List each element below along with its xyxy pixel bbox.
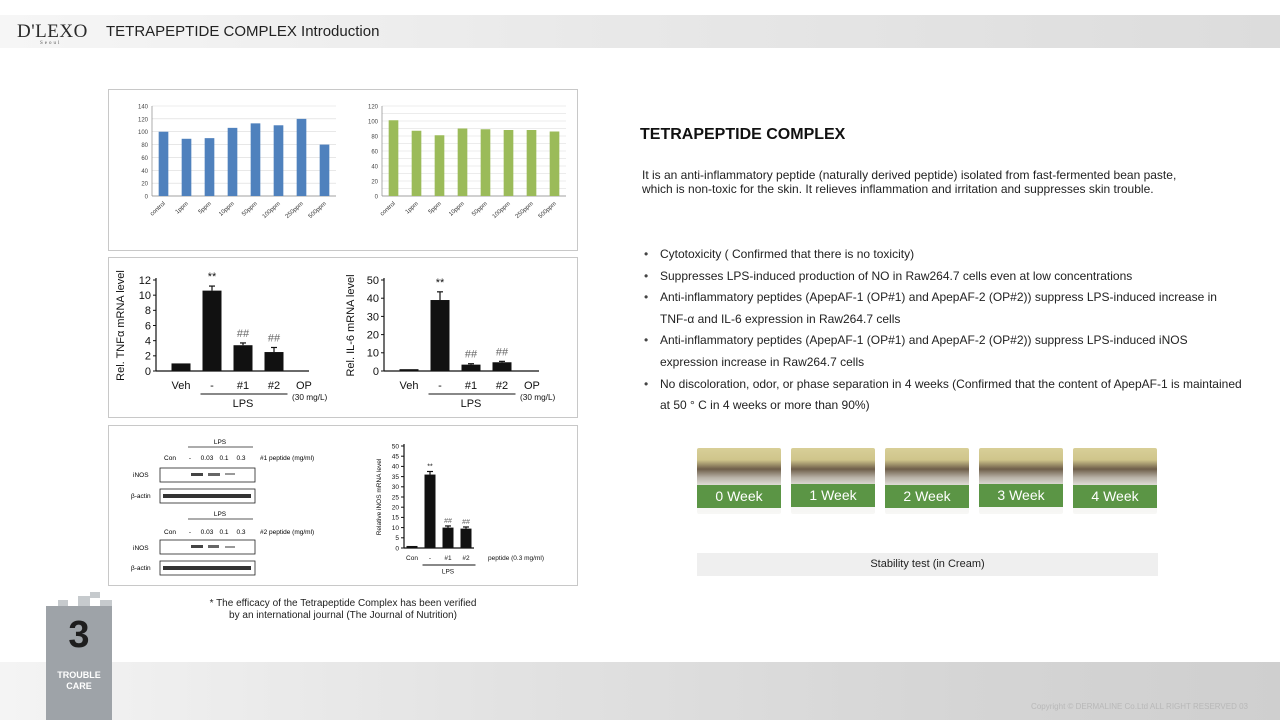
stability-label: 1 Week [791,484,875,507]
y-tick-label: 45 [391,453,399,461]
x-tick-label: Veh [399,380,419,392]
x-tick-label: 5ppm [197,201,213,216]
x-tick-label: 1ppm [174,201,190,216]
x-tick-label: #1 [464,380,478,392]
blot1-row-0: iNOS [133,472,149,479]
significance-mark: ## [267,332,281,345]
list-item: • Cytotoxicity ( Confirmed that there is no toxicity) [644,244,1244,266]
x-tick-label: #1 [236,380,250,392]
blot1-col-3: 0.1 [219,455,229,462]
group-label: LPS [460,398,482,410]
stability-jar-week2 [885,448,969,514]
y-tick-label: 140 [137,104,148,111]
feature-list [644,244,1244,417]
y-tick-label: 120 [367,104,378,111]
y-tick-label: 10 [391,524,399,532]
x-tick-label: 50ppm [241,201,259,218]
y-tick-label: 8 [144,305,151,318]
bar [461,529,472,548]
y-tick-label: 0 [372,365,379,378]
y-tick-label: 60 [371,149,378,156]
blot2-group-label: LPS [213,511,227,518]
x-tick-label: Veh [171,380,191,392]
bar [550,132,560,197]
cytokine-panel [108,257,578,418]
content-description: It is an anti-inflammatory peptide (naturally derived peptide) isolated from fast-fermented bean paste, which is non-toxic for the skin. It relieves inflammation and irritation and suppresses skin trouble. [642,168,1177,196]
blot1-row-1: β-actin [131,493,151,500]
significance-mark: ** [427,463,433,471]
stability-jar-week0 [697,448,781,514]
bar [431,300,450,371]
extra-label: peptide (0.3 mg/ml) [488,555,544,562]
inos-chart [354,428,579,586]
section-badge [46,592,112,720]
x-tick-label: #2 [462,555,470,562]
list-item: • Anti-inflammatory peptides (ApepAF-1 (OP#1) and ApepAF-2 (OP#2)) suppress LPS-induced increase in TNF-α and IL-6 expression in Raw264.7 cells [644,287,1244,330]
bar [182,139,192,196]
blot1-col-4: 0.3 [236,455,246,462]
x-tick-label: - [428,555,432,562]
il6-chart [334,258,574,418]
copyright-text: Copyright © DERMALINE Co.Ltd ALL RIGHT RESERVED 03 [1031,702,1248,711]
blot1-group-label: LPS [213,439,227,446]
bar [203,291,222,371]
group-label: LPS [232,398,254,410]
footer-band [0,662,1280,720]
brand-logo: D'LEXO [17,21,88,42]
x-tick-label: #1 [444,555,452,562]
content-heading: TETRAPEPTIDE COMPLEX [640,126,846,143]
x-tick-label: - [438,380,442,392]
y-tick-label: 80 [141,143,148,150]
y-tick-label: 100 [367,119,378,126]
y-tick-label: 30 [391,484,399,492]
x-tick-label: 1ppm [404,201,420,216]
stability-label: 4 Week [1073,485,1157,508]
blot2-col-3: 0.1 [219,529,229,536]
y-axis-label: Rel. IL-6 mRNA level [345,274,357,377]
inos-panel [108,425,578,586]
y-axis-label: Relative iNOS mRNA level [376,458,383,536]
y-tick-label: 4 [144,335,151,348]
y-tick-label: 40 [366,293,379,306]
y-tick-label: 2 [144,350,151,363]
tnf-chart [111,258,336,418]
list-item: • Suppresses LPS-induced production of NO in Raw264.7 cells even at low concentrations [644,266,1244,288]
blot2 [131,511,314,575]
significance-mark: ## [464,348,478,361]
y-tick-label: 5 [395,535,399,543]
x-tick-label: 100ppm [491,201,512,220]
bar [265,352,284,371]
significance-mark: ** [207,271,217,284]
bar [493,362,512,371]
bar [407,546,418,548]
y-tick-label: 25 [391,494,399,502]
bar [274,125,284,196]
bar [400,369,419,371]
blot2-band-inos [160,540,255,554]
y-tick-label: 0 [144,194,148,201]
list-item: • Anti-inflammatory peptides (ApepAF-1 (OP#1) and ApepAF-2 (OP#2)) suppress LPS-induced iNOS expression increase in Raw264.7 cells [644,330,1244,373]
bar [425,475,436,548]
stability-label: 3 Week [979,484,1063,507]
list-item: • No discoloration, odor, or phase separation in 4 weeks (Confirmed that the content of ApepAF-1 is maintained at 50 ° C in 4 weeks or more than 90%) [644,374,1244,417]
x-tick-label: 250ppm [284,201,305,220]
bar [320,145,330,196]
y-tick-label: 0 [395,545,399,553]
significance-mark: ## [444,517,452,525]
bar [443,528,454,548]
stability-jar-week3 [979,448,1063,514]
blot1-treatment: #1 peptide (mg/ml) [260,455,315,462]
x-tick-label: 100ppm [261,201,282,220]
significance-mark: ** [435,276,445,289]
y-tick-label: 20 [366,329,379,342]
blot2-col-0: Con [164,529,176,536]
x-tick-label: 10ppm [218,201,236,218]
y-tick-label: 35 [391,473,399,481]
blot1 [131,439,314,503]
bar [527,130,537,196]
stability-jar-week1 [791,448,875,514]
group-label: LPS [441,568,455,576]
section-label: TROUBLE CARE [57,670,101,691]
bar [389,120,399,196]
bar [412,131,422,196]
y-tick-label: 50 [366,274,379,287]
page-title: TETRAPEPTIDE COMPLEX Introduction [106,23,380,40]
x-tick-label: 500ppm [537,201,558,220]
y-tick-label: 20 [141,181,148,188]
bar [481,129,491,196]
significance-mark: ## [462,518,470,526]
y-tick-label: 10 [366,347,379,360]
significance-mark: ## [236,327,250,340]
blot2-row-1: β-actin [131,565,151,572]
y-axis-label: Rel. TNFα mRNA level [115,270,127,381]
bar [458,129,468,197]
stability-label: 0 Week [697,485,781,508]
extra-label: OP [524,380,540,392]
y-tick-label: 80 [371,134,378,141]
significance-mark: ## [495,346,509,359]
bar [435,135,445,196]
x-tick-label: 5ppm [427,201,443,216]
bar [172,363,191,371]
x-tick-label: control [379,201,397,218]
x-tick-label: Con [406,555,418,562]
bar [462,365,481,371]
y-tick-label: 0 [374,194,378,201]
y-tick-label: 40 [391,463,399,471]
y-tick-label: 10 [138,290,151,303]
x-tick-label: 10ppm [448,201,466,218]
y-tick-label: 50 [391,443,399,451]
extra-label: OP [296,380,312,392]
x-tick-label: - [210,380,214,392]
x-tick-label: #2 [495,380,509,392]
journal-caption-line1: * The efficacy of the Tetrapeptide Complex has been verified [209,598,477,609]
y-tick-label: 20 [371,179,378,186]
extra-sublabel: (30 mg/L) [292,393,328,402]
blot2-treatment: #2 peptide (mg/ml) [260,529,315,536]
blot1-col-2: 0.03 [200,455,214,462]
bar [504,130,514,196]
x-tick-label: 500ppm [307,201,328,220]
journal-caption-line2: by an international journal (The Journal of Nutrition) [229,610,457,621]
stability-jar-week4 [1073,448,1157,514]
x-tick-label: control [149,201,167,218]
y-tick-label: 0 [144,365,151,378]
y-tick-label: 40 [371,164,378,171]
section-number: 3 [68,614,90,656]
y-tick-label: 60 [141,155,148,162]
y-tick-label: 100 [137,130,148,137]
y-tick-label: 120 [137,117,148,124]
y-tick-label: 15 [391,514,399,522]
bar [234,345,253,371]
y-tick-label: 12 [138,274,151,287]
blot1-col-1: - [188,455,192,462]
x-tick-label: 50ppm [471,201,489,218]
bar [228,128,238,196]
viability-chart-blue [114,92,344,250]
y-tick-label: 40 [141,168,148,175]
viability-panel [108,89,578,251]
x-tick-label: 250ppm [514,201,535,220]
bar [159,132,169,196]
viability-chart-green [344,92,574,250]
bar [251,123,261,196]
blot2-col-1: - [188,529,192,536]
y-tick-label: 20 [391,504,399,512]
blot2-col-4: 0.3 [236,529,246,536]
blot2-col-2: 0.03 [200,529,214,536]
y-tick-label: 30 [366,311,379,324]
stability-label: 2 Week [885,485,969,508]
x-tick-label: #2 [267,380,281,392]
bar [297,119,307,196]
extra-sublabel: (30 mg/L) [520,393,556,402]
blot2-row-0: iNOS [133,545,149,552]
stability-caption: Stability test (in Cream) [697,553,1158,576]
bar [205,138,215,196]
western-blot [113,428,353,586]
y-tick-label: 6 [144,320,151,333]
brand-logo-subtitle: Seoul [40,41,62,46]
blot1-band-inos [160,468,255,482]
blot1-col-0: Con [164,455,176,462]
